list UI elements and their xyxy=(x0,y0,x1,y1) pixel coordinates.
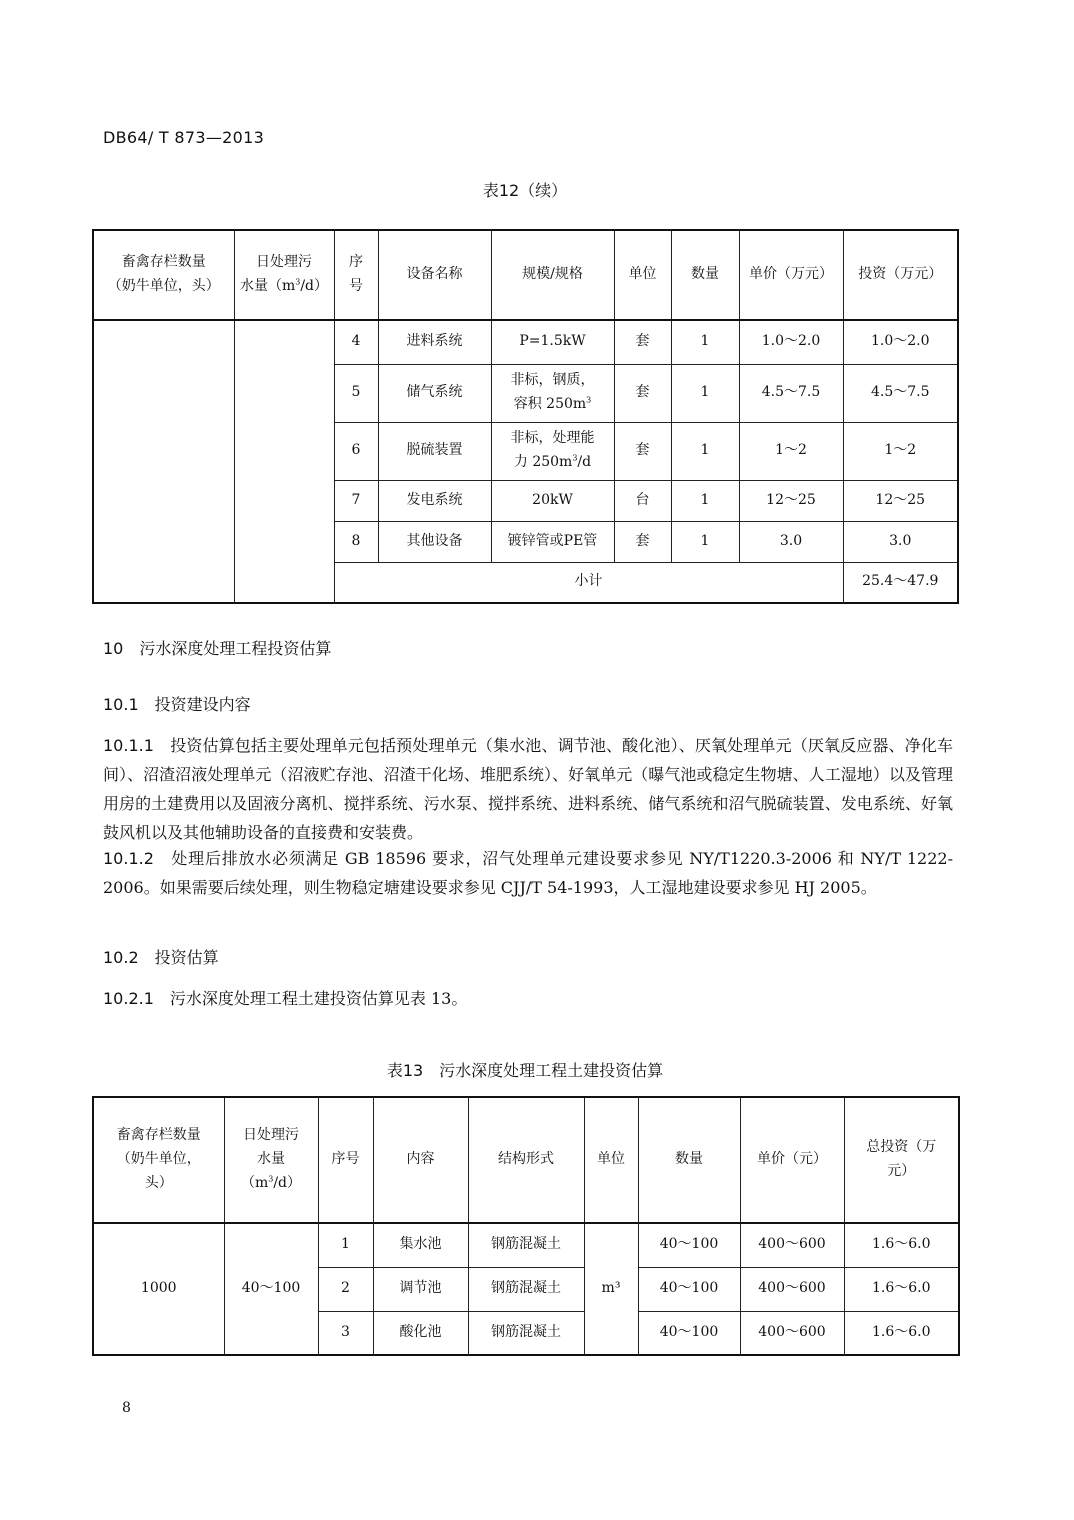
t13-flow-range: 40～100 xyxy=(224,1223,318,1355)
t12-price: 1～2 xyxy=(739,422,843,480)
t13-header-no: 序号 xyxy=(318,1097,373,1223)
table13-caption: 表13 污水深度处理工程土建投资估算 xyxy=(386,1061,664,1080)
t13-qty: 40～100 xyxy=(638,1311,740,1355)
t13-header-livestock xyxy=(93,1097,224,1223)
t12-header-no-l2: 号 xyxy=(349,278,363,294)
t12-header-price: 单价（万元） xyxy=(739,230,843,320)
t13-header-flow xyxy=(224,1097,318,1223)
t13-header-total-l2: 元） xyxy=(887,1163,916,1179)
t13-header-content: 内容 xyxy=(373,1097,468,1223)
t13-header-qty: 数量 xyxy=(638,1097,740,1223)
t12-spec-l2: 力 $250m^3/d$ xyxy=(513,453,592,470)
t13-total: 1.6～6.0 xyxy=(844,1223,959,1267)
t13-content: 酸化池 xyxy=(373,1311,468,1355)
t12-empty-livestock-cell xyxy=(93,320,234,603)
t12-spec-l2: 容积 $250m^3$ xyxy=(513,395,592,412)
t13-structure: 钢筋混凝土 xyxy=(468,1223,584,1267)
t12-qty: 1 xyxy=(671,480,739,521)
paragraph-10-1-2-text: 处理后排放水必须满足 GB 18596 要求，沼气处理单元建设要求参见 NY/T1220.3-2006 和 NY/T 1222-2006。如果需要后续处理，则生物稳定塘建设要求参见 CJJ/T 54-1993，人工湿地建设要求参见 HJ 2005。 xyxy=(103,849,953,897)
t13-qty: 40～100 xyxy=(638,1267,740,1311)
t12-price: 12～25 xyxy=(739,480,843,521)
t12-header-spec: 规模/规格 xyxy=(491,230,614,320)
t13-total: 1.6～6.0 xyxy=(844,1311,959,1355)
t12-header-no-l1: 序 xyxy=(349,254,363,271)
t12-invest: 12～25 xyxy=(843,480,958,521)
t12-spec xyxy=(491,422,614,480)
section-10-1-heading: 10.1 投资建设内容 xyxy=(103,695,251,714)
t13-header-flow-l3: $(m^3/d)$ xyxy=(240,1174,302,1191)
t12-price: 3.0 xyxy=(739,521,843,562)
t12-header-invest: 投资（万元） xyxy=(843,230,958,320)
t12-header-qty: 数量 xyxy=(671,230,739,320)
t13-no: 1 xyxy=(318,1223,373,1267)
t12-spec-l1: 非标，处理能 xyxy=(510,430,595,447)
table13-header-row xyxy=(93,1097,959,1223)
t12-name: 其他设备 xyxy=(378,521,491,562)
t12-qty: 1 xyxy=(671,422,739,480)
document-code: DB64/ T 873—2013 xyxy=(103,128,265,147)
t12-unit: 套 xyxy=(614,521,671,562)
table13 xyxy=(92,1096,960,1356)
t12-invest: 1.0～2.0 xyxy=(843,320,958,364)
t13-price: 400～600 xyxy=(740,1311,844,1355)
t13-header-structure: 结构形式 xyxy=(468,1097,584,1223)
t12-header-livestock-l1: 畜禽存栏数量 xyxy=(121,254,206,271)
t12-subtotal-value: 25.4～47.9 xyxy=(843,562,958,603)
t12-unit: 套 xyxy=(614,364,671,422)
t12-unit: 套 xyxy=(614,320,671,364)
t12-name: 发电系统 xyxy=(378,480,491,521)
table12-caption: 表12（续） xyxy=(482,181,568,200)
t12-no: 7 xyxy=(334,480,378,521)
paragraph-10-2-1-text: 污水深度处理工程土建投资估算见表 13。 xyxy=(169,989,468,1008)
t12-spec: 20kW xyxy=(491,480,614,521)
t13-total: 1.6～6.0 xyxy=(844,1267,959,1311)
table-row xyxy=(93,1223,959,1267)
paragraph-10-1-2 xyxy=(103,844,953,902)
t13-header-total-l1: 总投资（万 xyxy=(866,1139,937,1156)
paragraph-10-2-1-number: 10.2.1 xyxy=(103,989,154,1008)
t13-unit: m³ xyxy=(584,1223,638,1355)
t13-price: 400～600 xyxy=(740,1267,844,1311)
t13-qty: 40～100 xyxy=(638,1223,740,1267)
t13-no: 3 xyxy=(318,1311,373,1355)
t12-unit: 套 xyxy=(614,422,671,480)
t12-header-flow-l1: 日处理污 xyxy=(256,254,312,271)
t13-header-flow-l1: 日处理污 xyxy=(243,1127,299,1144)
page-number: 8 xyxy=(122,1400,131,1416)
t12-header-flow xyxy=(234,230,334,320)
t12-spec-l1: 非标，钢质， xyxy=(510,372,595,389)
t12-subtotal-label: 小计 xyxy=(334,562,843,603)
t12-spec xyxy=(491,364,614,422)
t12-name: 脱硫装置 xyxy=(378,422,491,480)
t13-header-livestock-l1: 畜禽存栏数量 xyxy=(116,1127,201,1144)
t12-header-no xyxy=(334,230,378,320)
t12-invest: 1～2 xyxy=(843,422,958,480)
t12-qty: 1 xyxy=(671,364,739,422)
t13-content: 集水池 xyxy=(373,1223,468,1267)
t13-structure: 钢筋混凝土 xyxy=(468,1311,584,1355)
t13-header-total xyxy=(844,1097,959,1223)
t12-spec: P=1.5kW xyxy=(491,320,614,364)
t13-livestock-count: 1000 xyxy=(93,1223,224,1355)
paragraph-10-1-2-number: 10.1.2 xyxy=(103,849,154,868)
t13-header-price: 单价（元） xyxy=(740,1097,844,1223)
t12-qty: 1 xyxy=(671,320,739,364)
paragraph-10-1-1-text: 投资估算包括主要处理单元包括预处理单元（集水池、调节池、酸化池）、厌氧处理单元（厌氧反应器、净化车间）、沼渣沼液处理单元（沼液贮存池、沼渣干化场、堆肥系统）、好氧单元（曝气池或稳定生物塘、人工湿地）以及管理用房的土建费用以及固液分离机、搅拌系统、污水泵、搅拌系统、进料系统、储气系统和沼气脱硫装置、发电系统、好氧鼓风机以及其他辅助设备的直接费和安装费。 xyxy=(103,736,953,842)
paragraph-10-2-1 xyxy=(103,984,953,1013)
t12-no: 4 xyxy=(334,320,378,364)
t12-empty-flow-cell xyxy=(234,320,334,603)
table12-header-row xyxy=(93,230,958,320)
t13-header-livestock-l2: （奶牛单位， xyxy=(116,1151,201,1168)
section-10-heading: 10 污水深度处理工程投资估算 xyxy=(103,639,332,658)
t12-header-livestock-l2: （奶牛单位，头） xyxy=(107,278,220,294)
t12-header-livestock xyxy=(93,230,234,320)
t12-invest: 4.5～7.5 xyxy=(843,364,958,422)
t12-header-name: 设备名称 xyxy=(378,230,491,320)
t13-content: 调节池 xyxy=(373,1267,468,1311)
t12-unit: 台 xyxy=(614,480,671,521)
t12-no: 8 xyxy=(334,521,378,562)
t13-price: 400～600 xyxy=(740,1223,844,1267)
t12-spec: 镀锌管或PE管 xyxy=(491,521,614,562)
section-10-2-heading: 10.2 投资估算 xyxy=(103,948,219,967)
t12-qty: 1 xyxy=(671,521,739,562)
t12-no: 5 xyxy=(334,364,378,422)
t12-header-flow-l2: 水量$(m^3/d)$ xyxy=(239,277,329,294)
t13-structure: 钢筋混凝土 xyxy=(468,1267,584,1311)
t12-name: 进料系统 xyxy=(378,320,491,364)
t12-no: 6 xyxy=(334,422,378,480)
t13-no: 2 xyxy=(318,1267,373,1311)
t12-price: 4.5～7.5 xyxy=(739,364,843,422)
t13-header-flow-l2: 水量 xyxy=(257,1151,285,1168)
paragraph-10-1-1-number: 10.1.1 xyxy=(103,736,154,755)
t12-invest: 3.0 xyxy=(843,521,958,562)
paragraph-10-1-1 xyxy=(103,731,953,847)
t12-name: 储气系统 xyxy=(378,364,491,422)
t13-header-livestock-l3: 头） xyxy=(144,1174,173,1191)
t12-price: 1.0～2.0 xyxy=(739,320,843,364)
table12 xyxy=(92,229,959,604)
table-row xyxy=(93,320,958,364)
t12-header-unit: 单位 xyxy=(614,230,671,320)
t13-header-unit: 单位 xyxy=(584,1097,638,1223)
